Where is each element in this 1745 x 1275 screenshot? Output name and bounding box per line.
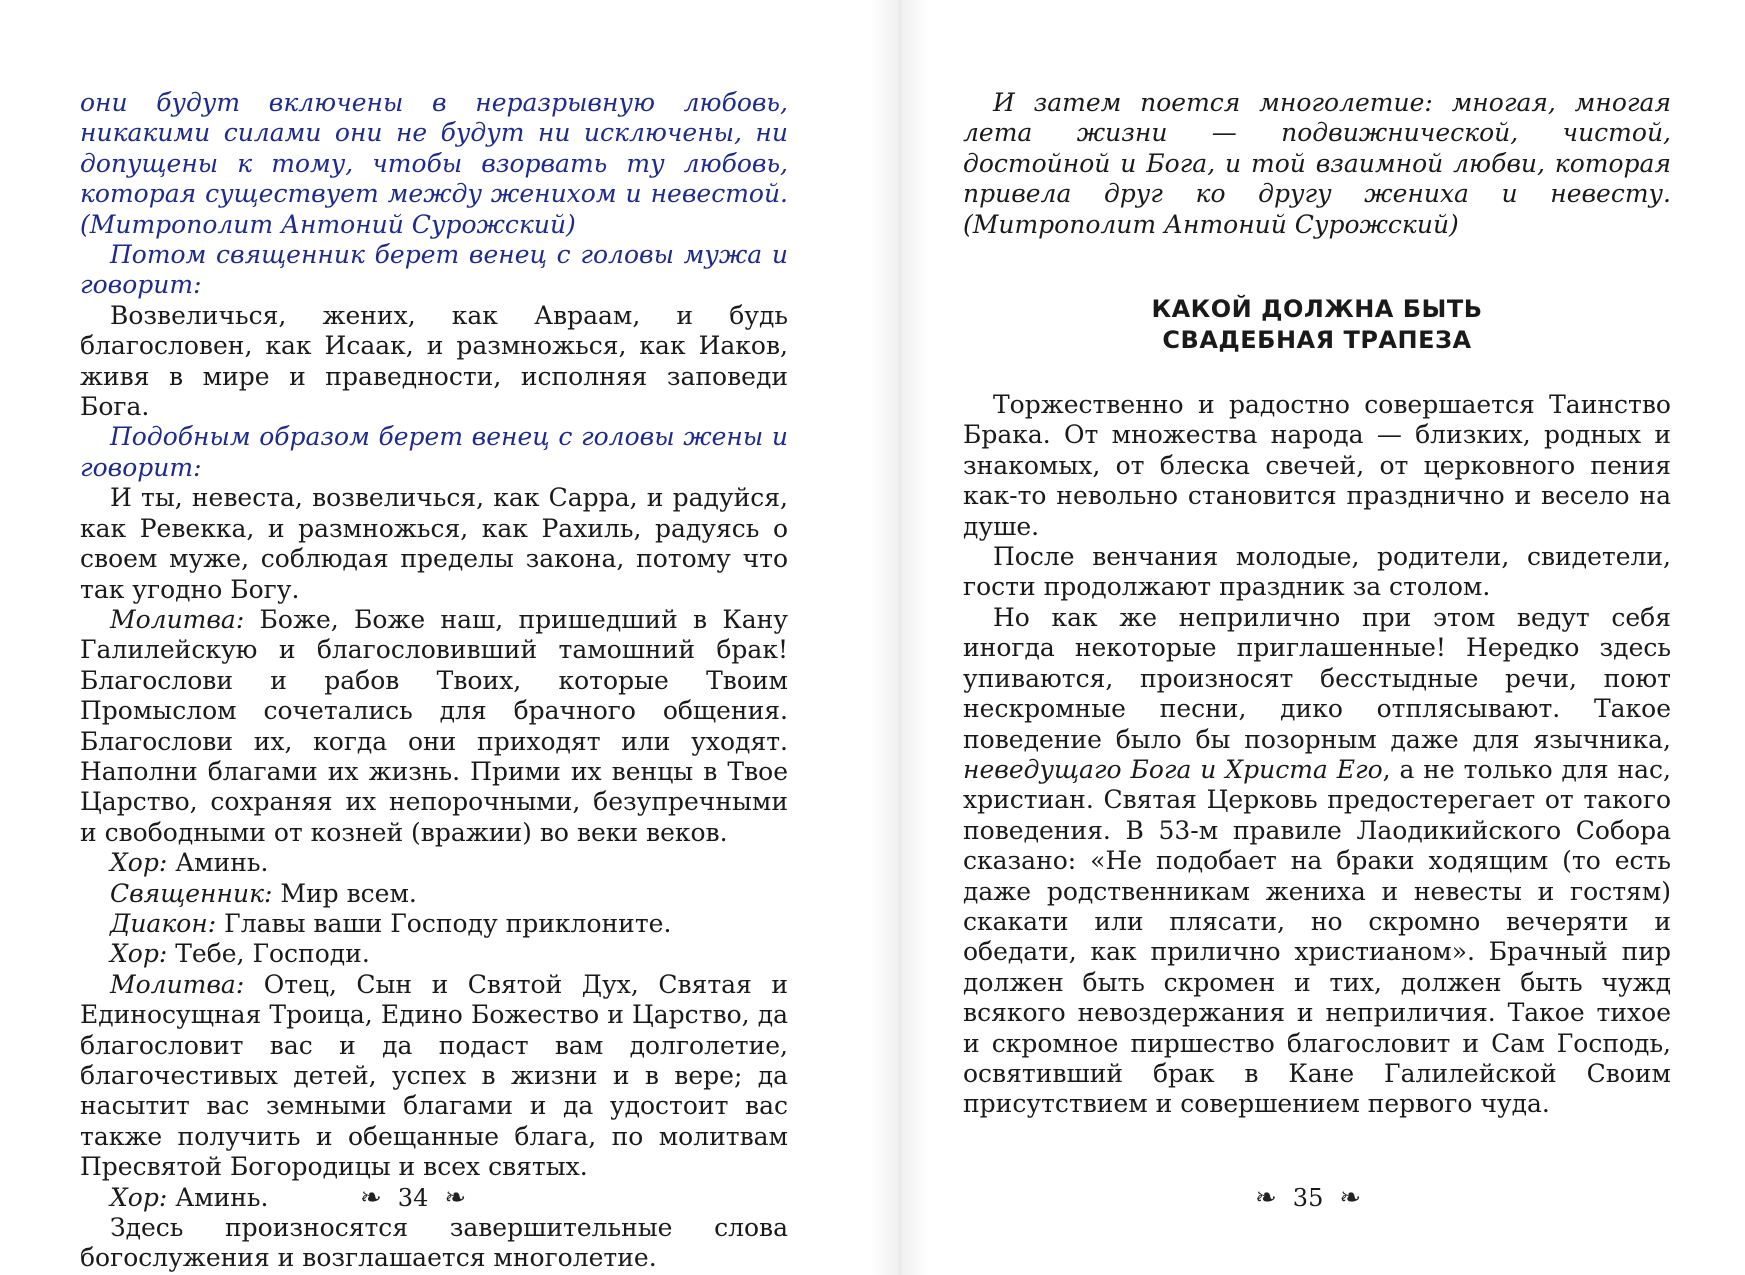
priest-text: Мир всем. — [272, 878, 417, 908]
intro-quote: И затем поется многолетие: многая, многая лета жизни — подвижнической, чистой, достойной и Бога, и той взаимной любви, которая привела друг ко другу жениха и невесту. (Митрополит Антоний Сурожский) — [963, 88, 1671, 239]
ornament-icon: ❧ — [1255, 1183, 1277, 1213]
paragraph-3-end: , а не только для нас, христиан. Святая Церковь предостерегает от такого поведения. В 53-м правиле Лаодикийского Собора сказано: «Не подобает на браки ходящим (то есть даже родственникам жениха и невесты и гостям) скакати или плясати, но скромно вечеряти и обедати, как прилично христианом». Брачный пир должен быть скромен и тих, должен быть чужд всякого невоздержания и неприличия. Такое тихое и скромное пиршество благословит и Сам Господь, освятивший брак в Кане Галилейской Своим присутствием и совершением первого чуда. — [963, 754, 1672, 1119]
prayer-2-label: Молитва: — [110, 969, 245, 999]
choir-text: Аминь. — [167, 1182, 269, 1212]
page-number: 35 — [1292, 1184, 1324, 1212]
page-number-left — [360, 1183, 466, 1213]
ornament-icon: ❧ — [444, 1183, 467, 1213]
deacon-text: Главы ваши Господу приклоните. — [216, 908, 672, 938]
heading-line-2: СВАДЕБНАЯ ТРАПЕЗА — [1162, 326, 1472, 355]
prayer-2 — [80, 970, 788, 1183]
closing-note: Здесь произносятся завершительные слова богослужения и возглашается многолетие. — [80, 1213, 788, 1273]
choir-label: Хор: — [110, 939, 168, 969]
prayer-2-text: Отец, Сын и Святой Дух, Святая и Единосущная Троица, Едино Божество и Царство, да благословит вас и да подаст вам долголетие, благочестивых детей, успех в жизни и в вере; да насытит вас земными благами и да удостоит вас также получить и обещанные блага, по молитвам Пресвятой Богородицы и всех святых. — [80, 969, 788, 1182]
paragraph-3 — [963, 603, 1671, 1120]
blessing-groom: Возвеличься, жених, как Авраам, и будь благословен, как Исаак, и размножься, как Иаков, живя в мире и праведности, исполняя заповеди Бога. — [80, 300, 788, 422]
page-number: 34 — [397, 1184, 429, 1212]
choir-line-2 — [80, 939, 788, 969]
priest-label: Священник: — [110, 878, 273, 908]
deacon-label: Диакон: — [110, 908, 217, 938]
choir-text: Тебе, Господи. — [167, 939, 370, 969]
rubric-bride: Подобным образом берет венец с головы жены и говорит: — [80, 422, 788, 482]
right-page — [963, 88, 1671, 1120]
paragraph-1: Торжественно и радостно совершается Таинство Брака. От множества народа — близких, родных и знакомых, от блеска свечей, от церковного пения как-то невольно становится празднично и весело на душе. — [963, 390, 1671, 541]
choir-amen-1 — [80, 848, 788, 878]
choir-text: Аминь. — [167, 848, 269, 878]
choir-label: Хор: — [110, 1182, 168, 1212]
section-heading — [963, 294, 1671, 356]
prayer-1 — [80, 605, 788, 848]
deacon-line — [80, 909, 788, 939]
choir-label: Хор: — [110, 848, 168, 878]
blessing-bride: И ты, невеста, возвеличься, как Сарра, и радуйся, как Ревекка, и размножься, как Рахиль, радуясь о своем муже, соблюдая пределы закона, потому что так угодно Богу. — [80, 483, 788, 604]
paragraph-2: После венчания молодые, родители, свидетели, гости продолжают праздник за столом. — [963, 542, 1671, 602]
book-gutter — [870, 0, 930, 1275]
ornament-icon: ❧ — [1339, 1183, 1362, 1213]
prayer-1-text: Боже, Боже наш, пришедший в Кану Галилейскую и благословивший тамошний брак! Благослови и рабов Твоих, которые Твоим Промыслом сочетались для брачного общения. Благослови их, когда они приходят или уходят. Наполни благами их жизнь. Прими их венцы в Твое Царство, сохраняя их непорочными, безупречными и свободными от козней (вражии) во веки веков. — [80, 604, 788, 847]
priest-line — [80, 879, 788, 909]
quote-continuation: они будут включены в неразрывную любовь, никакими силами они не будут ни исключены, ни допущены к тому, чтобы взорвать ту любовь, которая существует между женихом и невестой. (Митрополит Антоний Сурожский) — [80, 88, 788, 239]
prayer-1-label: Молитва: — [110, 604, 245, 634]
heading-line-1: КАКОЙ ДОЛЖНА БЫТЬ — [1151, 295, 1483, 324]
page-number-right — [1255, 1183, 1361, 1213]
ornament-icon: ❧ — [360, 1183, 382, 1213]
rubric-groom: Потом священник берет венец с головы мужа и говорит: — [80, 240, 788, 300]
paragraph-3-italic: неведущаго Бога и Христа Его — [963, 754, 1383, 784]
paragraph-3-start: Но как же неприлично при этом ведут себя иногда некоторые приглашенные! Нередко здесь упиваются, произносят бесстыдные речи, поют нескромные песни, дико отплясывают. Такое поведение было бы позорным даже для язычника, — [963, 602, 1671, 754]
left-page — [80, 88, 788, 1274]
